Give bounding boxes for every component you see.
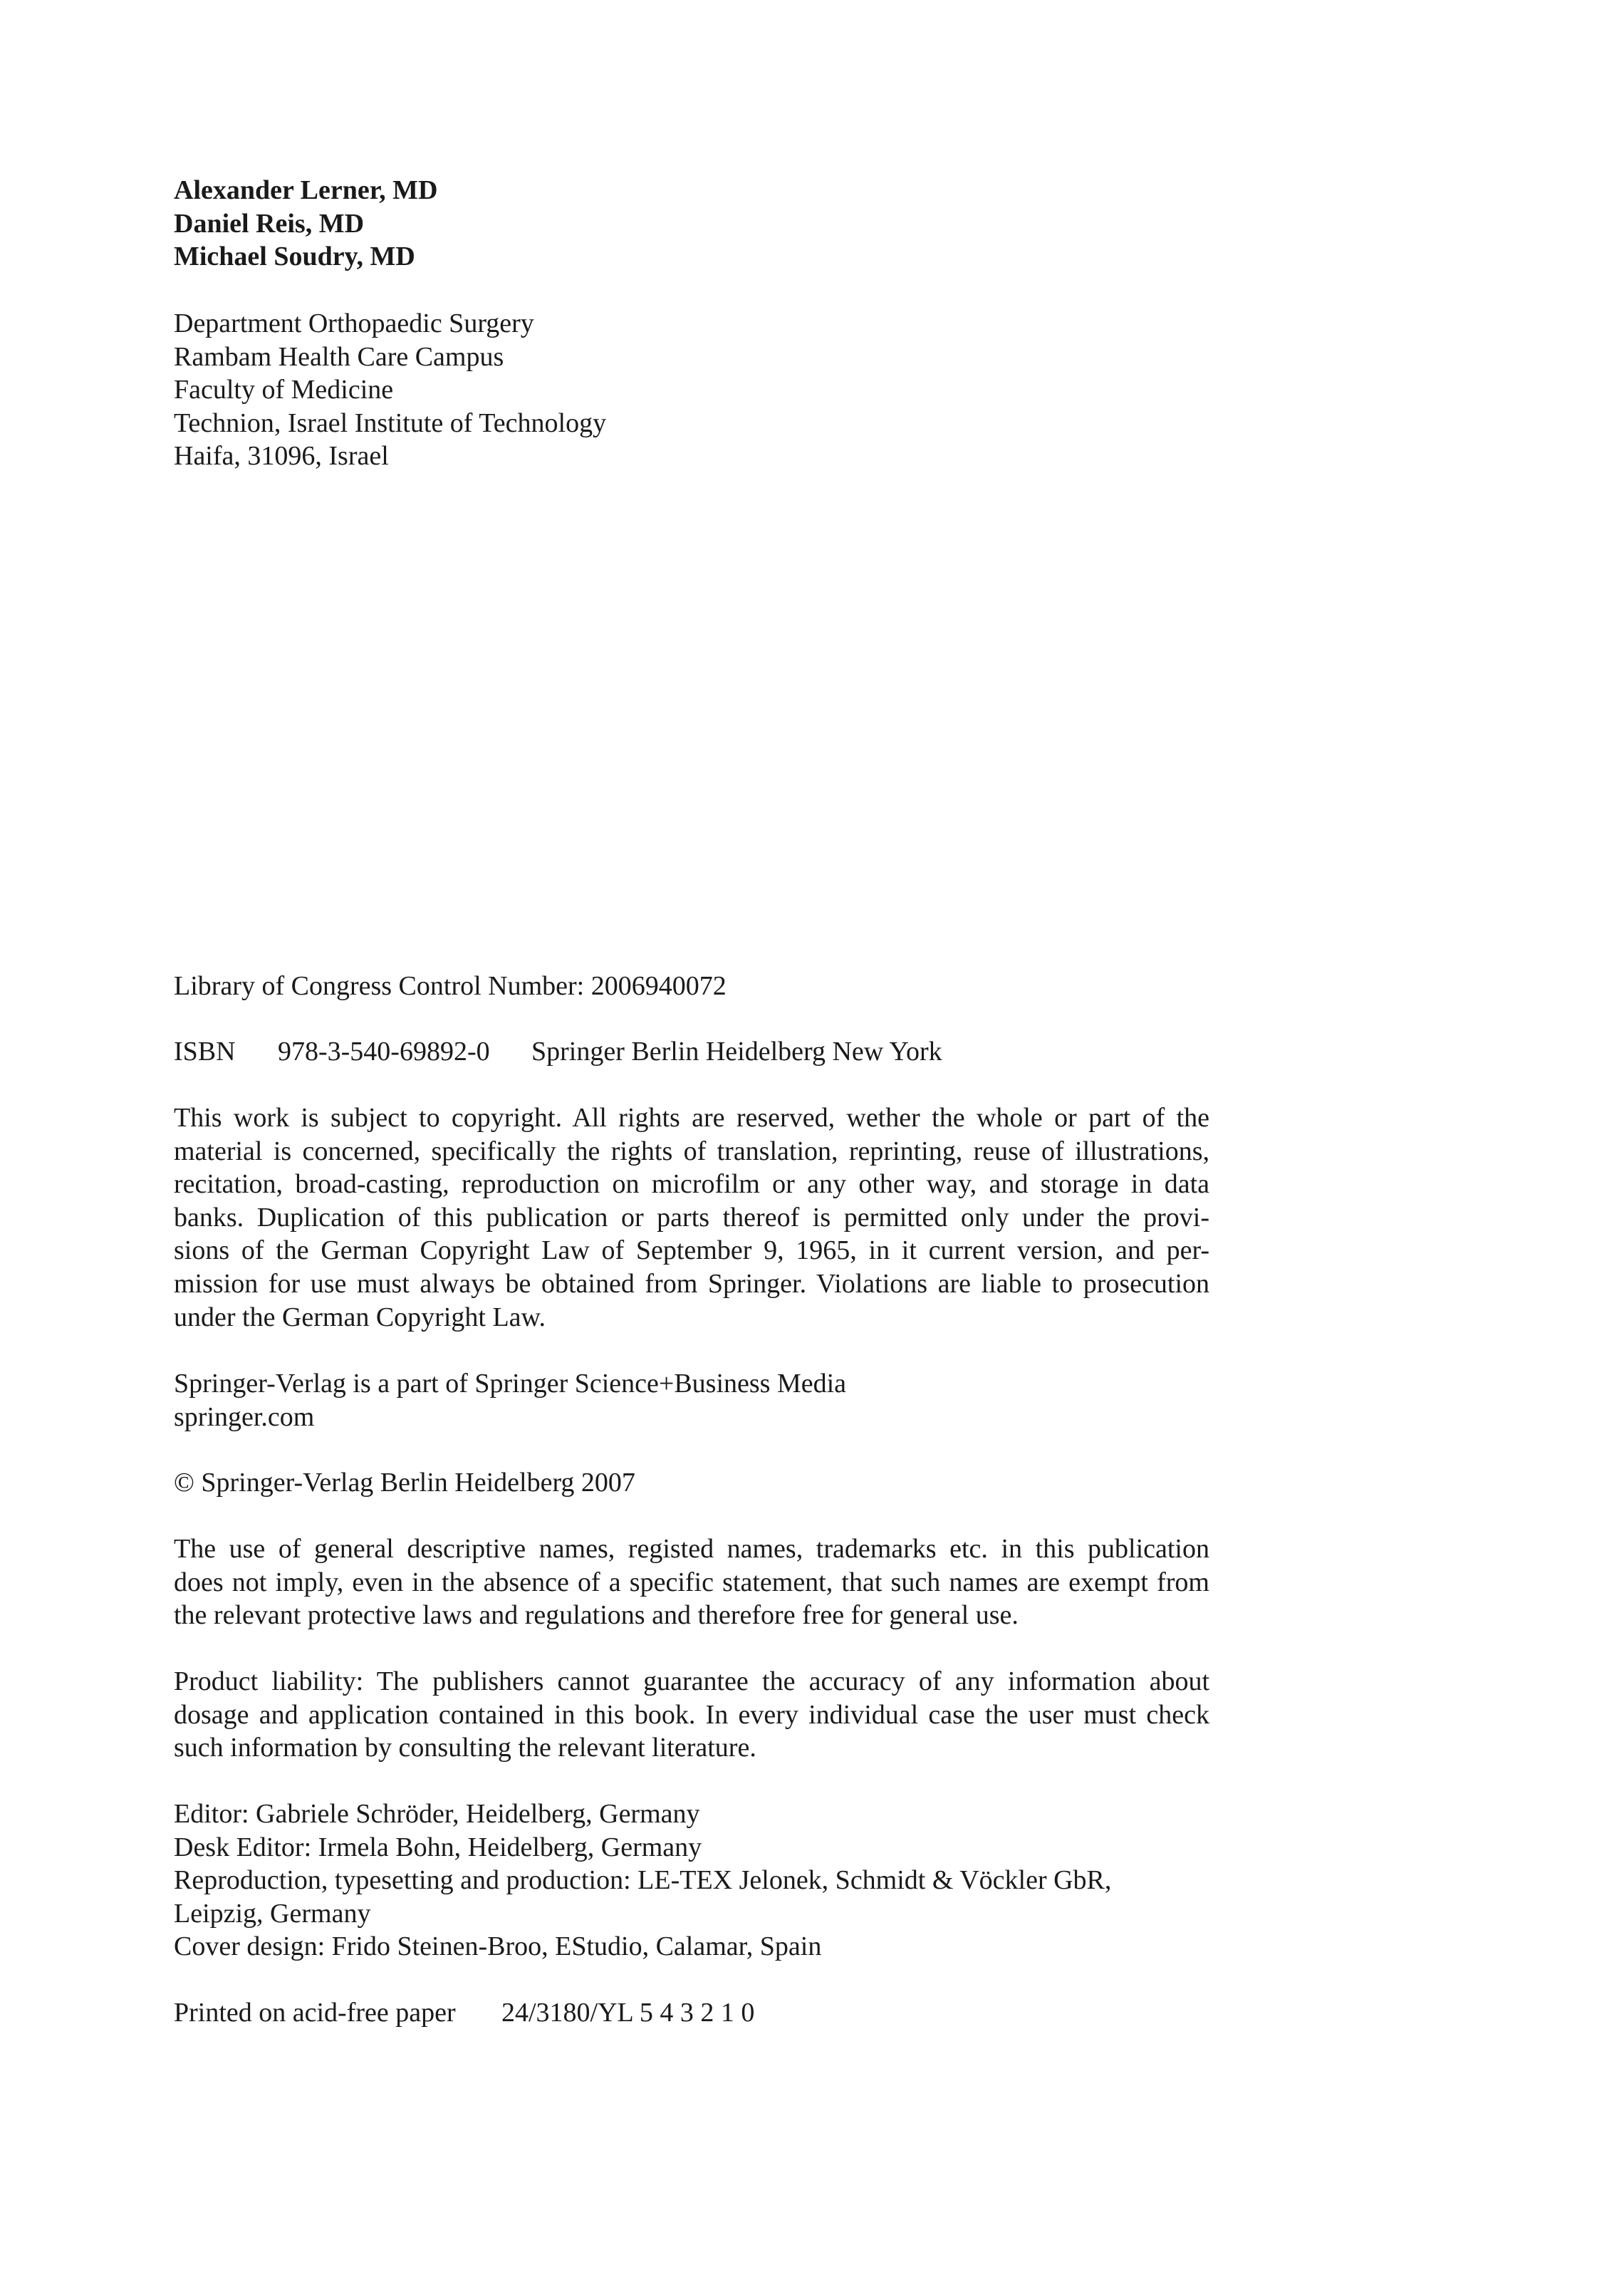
copyright-notice-line: sions of the German Copyright Law of September 9, 1965, in it current version, and per- [174,1235,1209,1266]
lccn-line: Library of Congress Control Number: 2006940072 [174,971,727,1001]
isbn-row [174,1035,1209,1069]
copyright-notice-line: banks. Duplication of this publication or parts thereof is permitted only under the provi- [174,1202,1209,1233]
copyright-notice-line: under the German Copyright Law. [174,1302,546,1332]
address-line: Haifa, 31096, Israel [174,441,389,472]
copyright-notice-line: material is concerned, specifically the rights of translation, reprinting, reuse of illustrations, [174,1136,1209,1166]
credit-line: Reproduction, typesetting and production: LE-TEX Jelonek, Schmidt & Vöckler GbR, [174,1865,1112,1896]
trademarks-notice [174,1532,1209,1632]
printing-info [174,1996,1209,2030]
publisher-info [174,1367,1209,1433]
copyright-statement [174,1466,1209,1500]
print-code: 24/3180/YL 5 4 3 2 1 0 [501,1998,755,2028]
address-line: Faculty of Medicine [174,375,394,405]
trademarks-notice-line: the relevant protective laws and regulations and therefore free for general use. [174,1600,1019,1631]
liability-notice-line: Product liability: The publishers cannot guarantee the accuracy of any information about [174,1666,1209,1696]
lccn-block [174,970,1209,1003]
isbn-label: ISBN [174,1037,236,1067]
liability-notice-line: dosage and application contained in this book. In every individual case the user must check [174,1699,1209,1730]
copyright-line: © Springer-Verlag Berlin Heidelberg 2007 [174,1468,635,1498]
isbn-publisher: Springer Berlin Heidelberg New York [531,1037,942,1067]
author-name: Michael Soudry, MD [174,242,415,272]
copyright-notice-line: mission for use must always be obtained from Springer. Violations are liable to prosecution [174,1268,1209,1299]
address-line: Rambam Health Care Campus [174,341,504,372]
credit-line: Editor: Gabriele Schröder, Heidelberg, Germany [174,1799,700,1829]
address-line: Technion, Israel Institute of Technology [174,408,607,438]
trademarks-notice-line: The use of general descriptive names, registed names, trademarks etc. in this publication [174,1534,1209,1564]
publisher-statement: Springer-Verlag is a part of Springer Science+Business Media [174,1369,847,1399]
copyright-notice-line: recitation, broad-casting, reproduction on microfilm or any other way, and storage in data [174,1169,1209,1200]
author-affiliation [174,307,1209,473]
liability-notice-line: such information by consulting the relevant literature. [174,1733,756,1763]
liability-notice [174,1665,1209,1765]
credit-line: Desk Editor: Irmela Bohn, Heidelberg, Germany [174,1832,702,1862]
trademarks-notice-line: does not imply, even in the absence of a specific statement, that such names are exempt from [174,1567,1209,1597]
paper-note: Printed on acid-free paper [174,1998,456,2028]
address-line: Department Orthopaedic Surgery [174,308,534,338]
publisher-website: springer.com [174,1401,315,1432]
credit-line: Cover design: Frido Steinen-Broo, EStudio, Calamar, Spain [174,1931,822,1962]
production-credits [174,1798,1209,1964]
credit-line: Leipzig, Germany [174,1898,371,1929]
author-list [174,174,1209,274]
isbn-number: 978-3-540-69892-0 [278,1037,490,1067]
copyright-notice [174,1101,1209,1334]
author-name: Alexander Lerner, MD [174,175,438,205]
author-name: Daniel Reis, MD [174,208,365,239]
copyright-notice-line: This work is subject to copyright. All rights are reserved, wether the whole or part of the [174,1103,1209,1133]
